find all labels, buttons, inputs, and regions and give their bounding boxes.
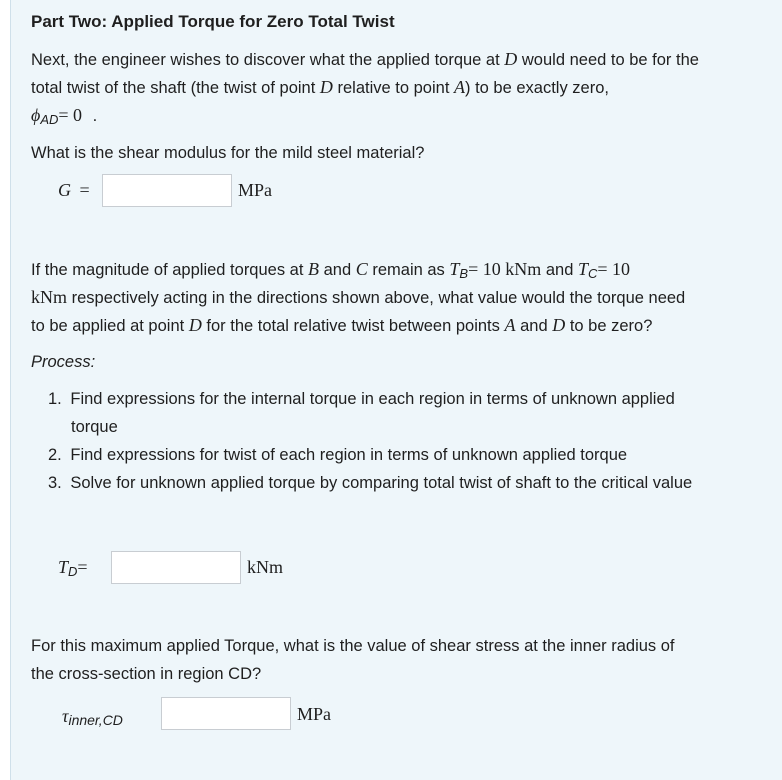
- torque-question-line-1: If the magnitude of applied torques at B and C remain as $T_B= 10$ kNm and $T_C= 10$: [31, 259, 631, 281]
- step-1-continued: torque: [71, 418, 118, 436]
- part-heading: Part Two: Applied Torque for Zero Total Twist: [31, 12, 395, 31]
- td-unit: kNm: [247, 557, 283, 577]
- tau-input[interactable]: [161, 697, 291, 730]
- intro-line-1: Next, the engineer wishes to discover what the applied torque at D would need to be for the: [31, 49, 699, 69]
- torque-question-line-2: kNm respectively acting in the directions shown above, what value would the torque need: [31, 287, 686, 307]
- g-input[interactable]: [102, 174, 232, 207]
- step-1: 1. Find expressions for the internal torque in each region in terms of unknown applied: [48, 390, 675, 408]
- stress-question-line-2: the cross-section in region CD?: [31, 665, 262, 683]
- torque-question-line-3: to be applied at point D for the total relative twist between points A and D to be zero?: [31, 315, 653, 335]
- step-2: 2. Find expressions for twist of each region in terms of unknown applied torque: [48, 446, 628, 464]
- step-3: 3. Solve for unknown applied torque by comparing total twist of shaft to the critical value: [48, 474, 693, 492]
- intro-line-3: $\phi_{AD}= 0$ .: [31, 105, 98, 127]
- tau-label: τinner,CD: [62, 706, 123, 728]
- question-shear-modulus: What is the shear modulus for the mild steel material?: [31, 144, 425, 162]
- intro-line-2: total twist of the shaft (the twist of point D relative to point A) to be exactly zero,: [31, 77, 609, 97]
- td-input[interactable]: [111, 551, 241, 584]
- process-label: Process:: [31, 353, 96, 371]
- td-label: $T_D=$: [58, 557, 88, 579]
- tau-unit: MPa: [297, 704, 332, 724]
- g-unit: MPa: [238, 180, 273, 200]
- stress-question-line-1: For this maximum applied Torque, what is the value of shear stress at the inner radius of: [31, 637, 675, 655]
- g-label: G =: [58, 180, 90, 200]
